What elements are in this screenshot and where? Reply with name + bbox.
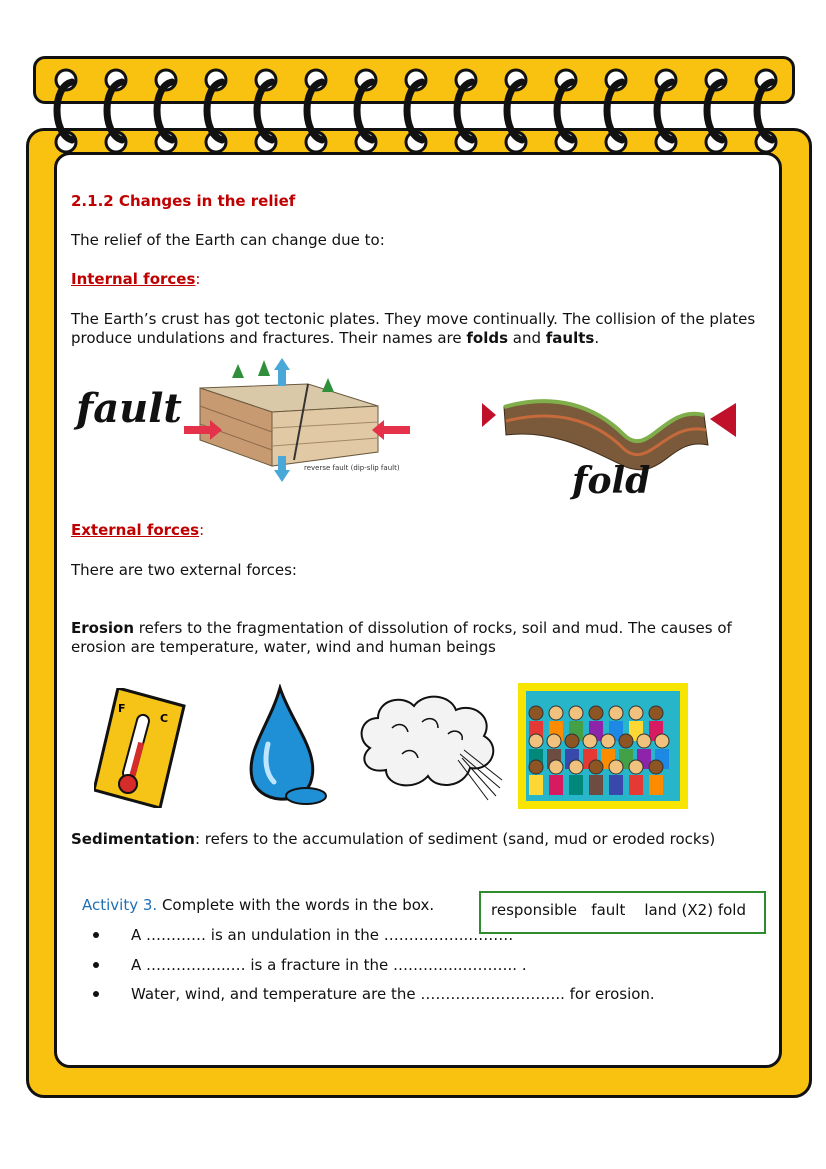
person-body — [529, 775, 543, 795]
external-forces-title: External forces: — [71, 521, 205, 539]
thermometer-c-label: C — [160, 712, 169, 725]
person-head — [649, 706, 663, 720]
thermometer-f-label: F — [118, 702, 126, 715]
internal-forces-title: Internal forces: — [71, 270, 201, 288]
bullet — [93, 962, 99, 968]
person-head — [609, 760, 623, 774]
person-head — [589, 706, 603, 720]
thermometer-image — [94, 688, 186, 808]
water-drop-image — [244, 684, 330, 806]
person-body — [629, 775, 643, 795]
person-body — [609, 775, 623, 795]
section-heading: 2.1.2 Changes in the relief — [71, 192, 296, 210]
activity-item-3: Water, wind, and temperature are the ……………………….. for erosion. — [131, 985, 655, 1003]
word-box: responsible fault land (X2) fold — [479, 891, 766, 934]
erosion-line2: erosion are temperature, water, wind and human beings — [71, 638, 496, 656]
spiral-rings — [30, 60, 800, 160]
person-head — [529, 706, 543, 720]
external-intro: There are two external forces: — [71, 561, 297, 579]
fold-label: fold — [572, 460, 651, 500]
person-head — [649, 760, 663, 774]
activity-title: Activity 3. Complete with the words in the box. — [82, 896, 435, 914]
fault-illustration — [72, 356, 422, 486]
person-head — [529, 734, 543, 748]
bullet — [93, 932, 99, 938]
erosion-line1: Erosion refers to the fragmentation of dissolution of rocks, soil and mud. The causes of — [71, 619, 732, 637]
person-head — [629, 760, 643, 774]
activity-item-2: A ……………..… is a fracture in the …………..……….. . — [131, 956, 527, 974]
person-head — [609, 706, 623, 720]
person-head — [547, 734, 561, 748]
person-head — [589, 760, 603, 774]
person-body — [569, 775, 583, 795]
bullet — [93, 991, 99, 997]
sedimentation-line: Sedimentation: refers to the accumulation of sediment (sand, mud or eroded rocks) — [71, 830, 716, 848]
person-head — [529, 760, 543, 774]
fold-illustration — [474, 385, 744, 500]
wind-cloud-image — [352, 688, 504, 804]
person-body — [549, 775, 563, 795]
person-head — [583, 734, 597, 748]
person-head — [637, 734, 651, 748]
person-head — [565, 734, 579, 748]
person-head — [629, 706, 643, 720]
person-head — [569, 760, 583, 774]
activity-item-1: A ………… is an undulation in the ……………..……… — [131, 926, 514, 944]
people-group-image — [518, 683, 688, 809]
person-head — [549, 760, 563, 774]
person-head — [619, 734, 633, 748]
intro-text: The relief of the Earth can change due to: — [71, 231, 385, 249]
person-head — [549, 706, 563, 720]
internal-paragraph-line1: The Earth’s crust has got tectonic plates. They move continually. The collision of the plates — [71, 310, 756, 328]
person-head — [601, 734, 615, 748]
person-body — [589, 775, 603, 795]
fault-label: fault — [76, 385, 182, 432]
fault-caption: reverse fault (dip-slip fault) — [304, 464, 400, 472]
internal-paragraph-line2: produce undulations and fractures. Their names are folds and faults. — [71, 329, 600, 347]
person-head — [655, 734, 669, 748]
person-body — [649, 775, 663, 795]
person-head — [569, 706, 583, 720]
